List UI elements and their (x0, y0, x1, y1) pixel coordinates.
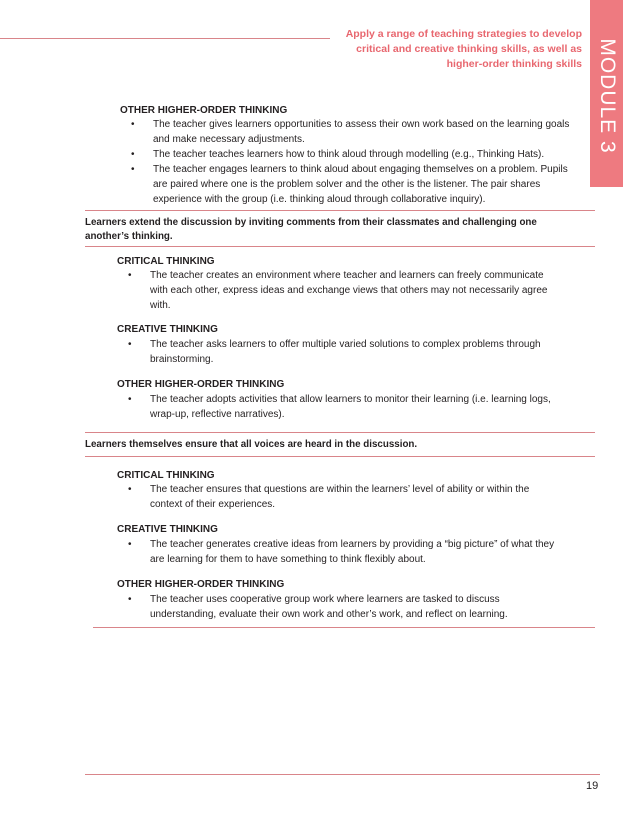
section-divider (93, 627, 595, 628)
bullet-icon: • (128, 594, 132, 605)
other-thinking-list (120, 117, 582, 207)
header-title (282, 27, 582, 72)
other-thinking-heading: OTHER HIGHER-ORDER THINKING (117, 579, 285, 590)
other-thinking-heading: OTHER HIGHER-ORDER THINKING (120, 105, 288, 116)
bullet-icon: • (128, 539, 132, 550)
critical-thinking-heading: CRITICAL THINKING (117, 470, 215, 481)
bullet-icon: • (131, 164, 135, 175)
other-thinking-heading: OTHER HIGHER-ORDER THINKING (117, 379, 285, 390)
list-item: • The teacher engages learners to think aloud about engaging themselves on a problem. Pupils are paired where one is the problem solver and the other is the listener. The pair shares experience with the group (i.e. thinking aloud through collaborative inquiry). (131, 164, 568, 205)
module-tab (590, 0, 623, 187)
bullet-icon: • (128, 339, 132, 350)
other-thinking-list (117, 592, 557, 622)
section-divider (85, 210, 595, 211)
list-item: • The teacher teaches learners how to think aloud through modelling (e.g., Thinking Hats). (131, 149, 545, 160)
list-item: • The teacher gives learners opportunities to assess their own work based on the learning goals and make necessary adjustments. (131, 119, 570, 145)
module-label: MODULE 3 (595, 38, 619, 154)
creative-thinking-heading: CREATIVE THINKING (117, 324, 218, 335)
list-item: • The teacher uses cooperative group work where learners are tasked to discuss understanding, evaluate their own work and other’s work, and reflect on learning. (128, 594, 508, 620)
other-thinking-list (117, 392, 557, 422)
list-item: • The teacher ensures that questions are within the learners’ level of ability or within the context of their experiences. (128, 484, 530, 510)
critical-thinking-heading: CRITICAL THINKING (117, 256, 215, 267)
critical-thinking-list (117, 482, 557, 512)
list-item: • The teacher creates an environment where teacher and learners can freely communicate with each other, express ideas and exchange views that others may not necessarily agree with. (128, 270, 548, 311)
list-item: • The teacher generates creative ideas from learners by providing a “big picture” of what they are learning for them to have something to think flexibly about. (128, 539, 555, 565)
header-title-line-3: higher-order thinking skills (446, 58, 582, 70)
bullet-icon: • (131, 149, 135, 160)
critical-thinking-list (117, 268, 557, 313)
callout-all-voices: Learners themselves ensure that all voices are heard in the discussion. (85, 439, 418, 450)
section-divider (85, 456, 595, 457)
page-number: 19 (586, 780, 599, 792)
bullet-icon: • (128, 484, 132, 495)
section-divider (85, 432, 595, 433)
footer-rule (85, 774, 600, 775)
bullet-icon: • (131, 119, 135, 130)
callout-extend-discussion: Learners extend the discussion by inviting comments from their classmates and challenging one another’s thinking. (85, 217, 537, 242)
header-rule (0, 38, 330, 39)
creative-thinking-heading: CREATIVE THINKING (117, 524, 218, 535)
creative-thinking-list (117, 337, 557, 367)
section-divider (85, 246, 595, 247)
header-title-line-1: Apply a range of teaching strategies to develop (345, 28, 582, 40)
list-item: • The teacher adopts activities that allow learners to monitor their learning (i.e. learning logs, wrap-up, reflective narratives). (128, 394, 551, 420)
list-item: • The teacher asks learners to offer multiple varied solutions to complex problems through brainstorming. (128, 339, 541, 365)
header-title-line-2: critical and creative thinking skills, as well as (356, 43, 582, 55)
bullet-icon: • (128, 394, 132, 405)
creative-thinking-list (117, 537, 557, 567)
bullet-icon: • (128, 270, 132, 281)
